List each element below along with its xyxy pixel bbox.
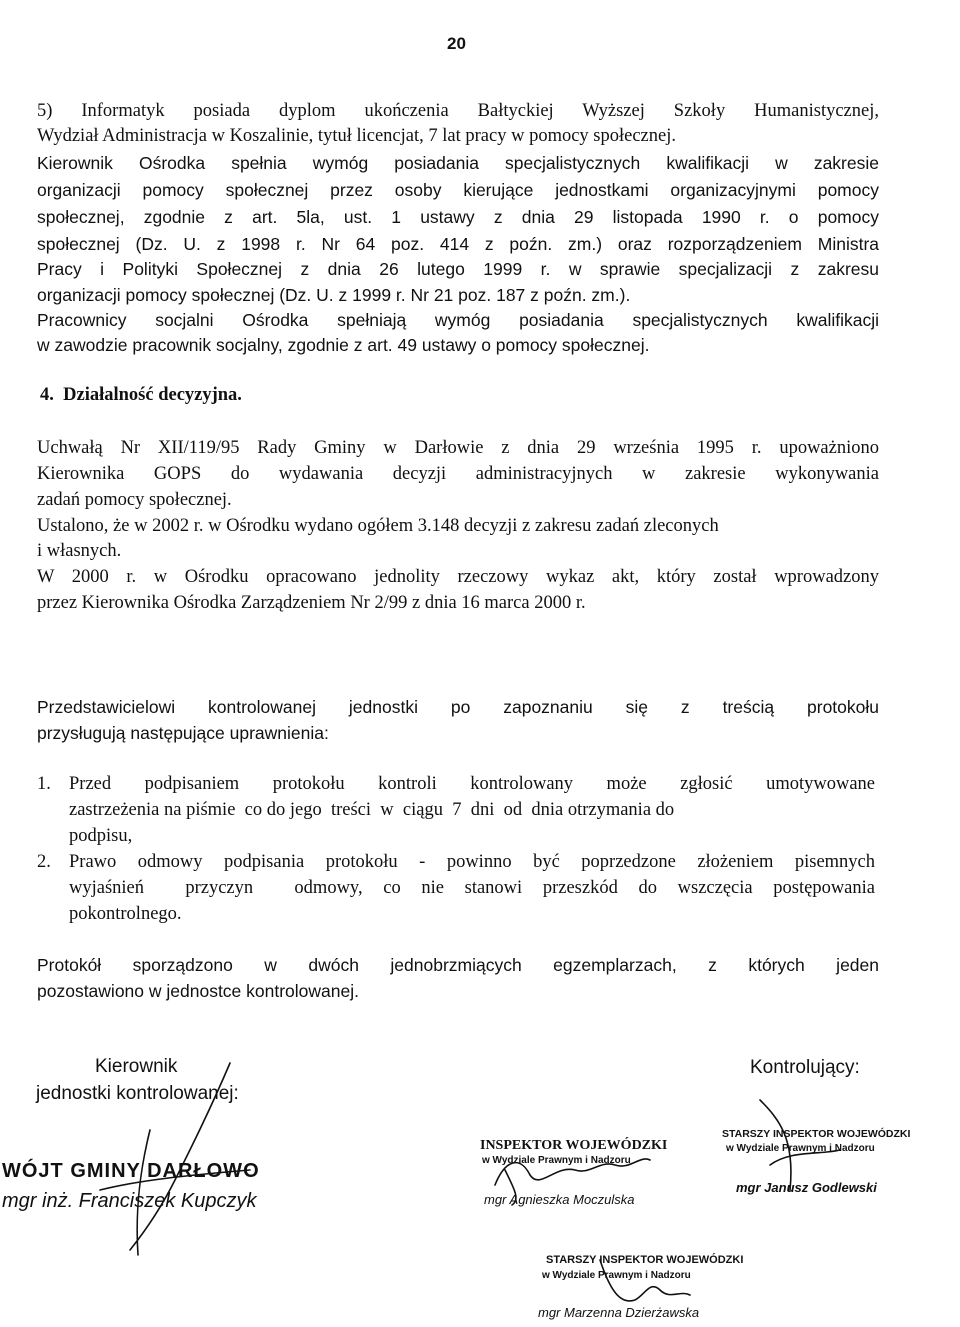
paragraph-line: w zawodzie pracownik socjalny, zgodnie z art. 49 ustawy o pomocy społecznej. [37,335,650,355]
signature-label: jednostki kontrolowanej: [36,1083,239,1104]
paragraph-line: Protokół sporządzono w dwóch jednobrzmiących egzemplarzach, z których jeden [37,955,879,975]
stamp-name: mgr Janusz Godlewski [736,1180,877,1195]
list-item-line: pokontrolnego. [69,904,182,924]
paragraph-line: Pracy i Polityki Społecznej z dnia 26 lutego 1999 r. w sprawie specjalizacji z zakresu [37,259,879,279]
stamp-starszy-inspektor: STARSZY INSPEKTOR WOJEWÓDZKI [722,1128,911,1140]
signature-scribble-mid [495,1159,650,1185]
paragraph-line: Uchwałą Nr XII/119/95 Rady Gminy w Darłowie z dnia 29 września 1995 r. upoważniono [37,438,879,458]
stamp-inspektor: INSPEKTOR WOJEWÓDZKI [480,1138,668,1153]
signature-scribble-right [760,1100,791,1190]
list-item-line: Prawo odmowy podpisania protokołu - powinno być poprzedzone złożeniem pisemnych [69,852,875,872]
list-item-line: wyjaśnień przyczyn odmowy, co nie stanowi przeszkód do wszczęcia postępowania [69,878,875,898]
paragraph-line: i własnych. [37,541,122,561]
page-number: 20 [447,34,466,53]
list-number: 2. [37,852,51,872]
paragraph-line: zadań pomocy społecznej. [37,490,232,510]
stamp-starszy-inspektor: STARSZY INSPEKTOR WOJEWÓDZKI [546,1254,744,1266]
paragraph-line: Wydział Administracja w Koszalinie, tytuł licencjat, 7 lat pracy w pomocy społecznej. [37,126,676,146]
paragraph-line: społecznej (Dz. U. z 1998 r. Nr 64 poz. 414 z poźn. zm.) oraz rozporządzeniem Ministra [37,234,879,254]
paragraph-line: Przedstawicielowi kontrolowanej jednostki po zapoznaniu się z treścią protokołu [37,697,879,717]
paragraph-line: W 2000 r. w Ośrodku opracowano jednolity rzeczowy wykaz akt, który został wprowadzony [37,567,879,587]
paragraph-line: 5) Informatyk posiada dyplom ukończenia Bałtyckiej Wyższej Szkoły Humanistycznej, [37,101,879,121]
list-item-line: zastrzeżenia na piśmie co do jego treści w ciągu 7 dni od dnia otrzymania do [69,800,675,820]
stamp-name: mgr Agnieszka Moczulska [484,1192,635,1207]
list-number: 1. [37,774,51,794]
stamp-department: w Wydziale Prawnym i Nadzoru [726,1143,875,1154]
section-heading: 4. Działalność decyzyjna. [40,385,242,405]
signature-label: Kontrolujący: [750,1057,860,1078]
signature-scribble-left [137,1130,150,1255]
signature-label: Kierownik [95,1056,178,1077]
stamp-department: w Wydziale Prawnym i Nadzoru [542,1270,691,1281]
paragraph-line: społecznej, zgodnie z art. 5la, ust. 1 ustawy z dnia 29 listopada 1990 r. o pomocy [37,207,879,227]
paragraph-line: pozostawiono w jednostce kontrolowanej. [37,981,359,1001]
paragraph-line: Pracownicy socjalni Ośrodka spełniają wymóg posiadania specjalistycznych kwalifikacji [37,310,879,330]
paragraph-line: Ustalono, że w 2002 r. w Ośrodku wydano ogółem 3.148 decyzji z zakresu zadań zleconych [37,516,719,536]
stamp-name: mgr inż. Franciszek Kupczyk [2,1190,257,1212]
list-item-line: podpisu, [69,826,133,846]
stamp-department: w Wydziale Prawnym i Nadzoru [482,1155,631,1166]
paragraph-line: Kierownik Ośrodka spełnia wymóg posiadania specjalistycznych kwalifikacji w zakresie [37,153,879,173]
paragraph-line: przysługują następujące uprawnienia: [37,723,329,743]
signature-scribble-bottom [600,1260,690,1301]
paragraph-line: Kierownika GOPS do wydawania decyzji administracyjnych w zakresie wykonywania [37,464,879,484]
signature-scribble-mid [505,1170,516,1205]
paragraph-line: przez Kierownika Ośrodka Zarządzeniem Nr 2/99 z dnia 16 marca 2000 r. [37,593,586,613]
paragraph-line: organizacji pomocy społecznej (Dz. U. z 1999 r. Nr 21 poz. 187 z poźn. zm.). [37,285,631,305]
list-item-line: Przed podpisaniem protokołu kontroli kontrolowany może zgłosić umotywowane [69,774,875,794]
signature-scribble-right [770,1150,840,1165]
paragraph-line: organizacji pomocy społecznej przez osoby kierujące jednostkami organizacyjnymi pomocy [37,180,879,200]
stamp-name: mgr Marzenna Dzierżawska [538,1305,700,1320]
stamp-wojt: WÓJT GMINY DARŁOWO [2,1160,260,1182]
